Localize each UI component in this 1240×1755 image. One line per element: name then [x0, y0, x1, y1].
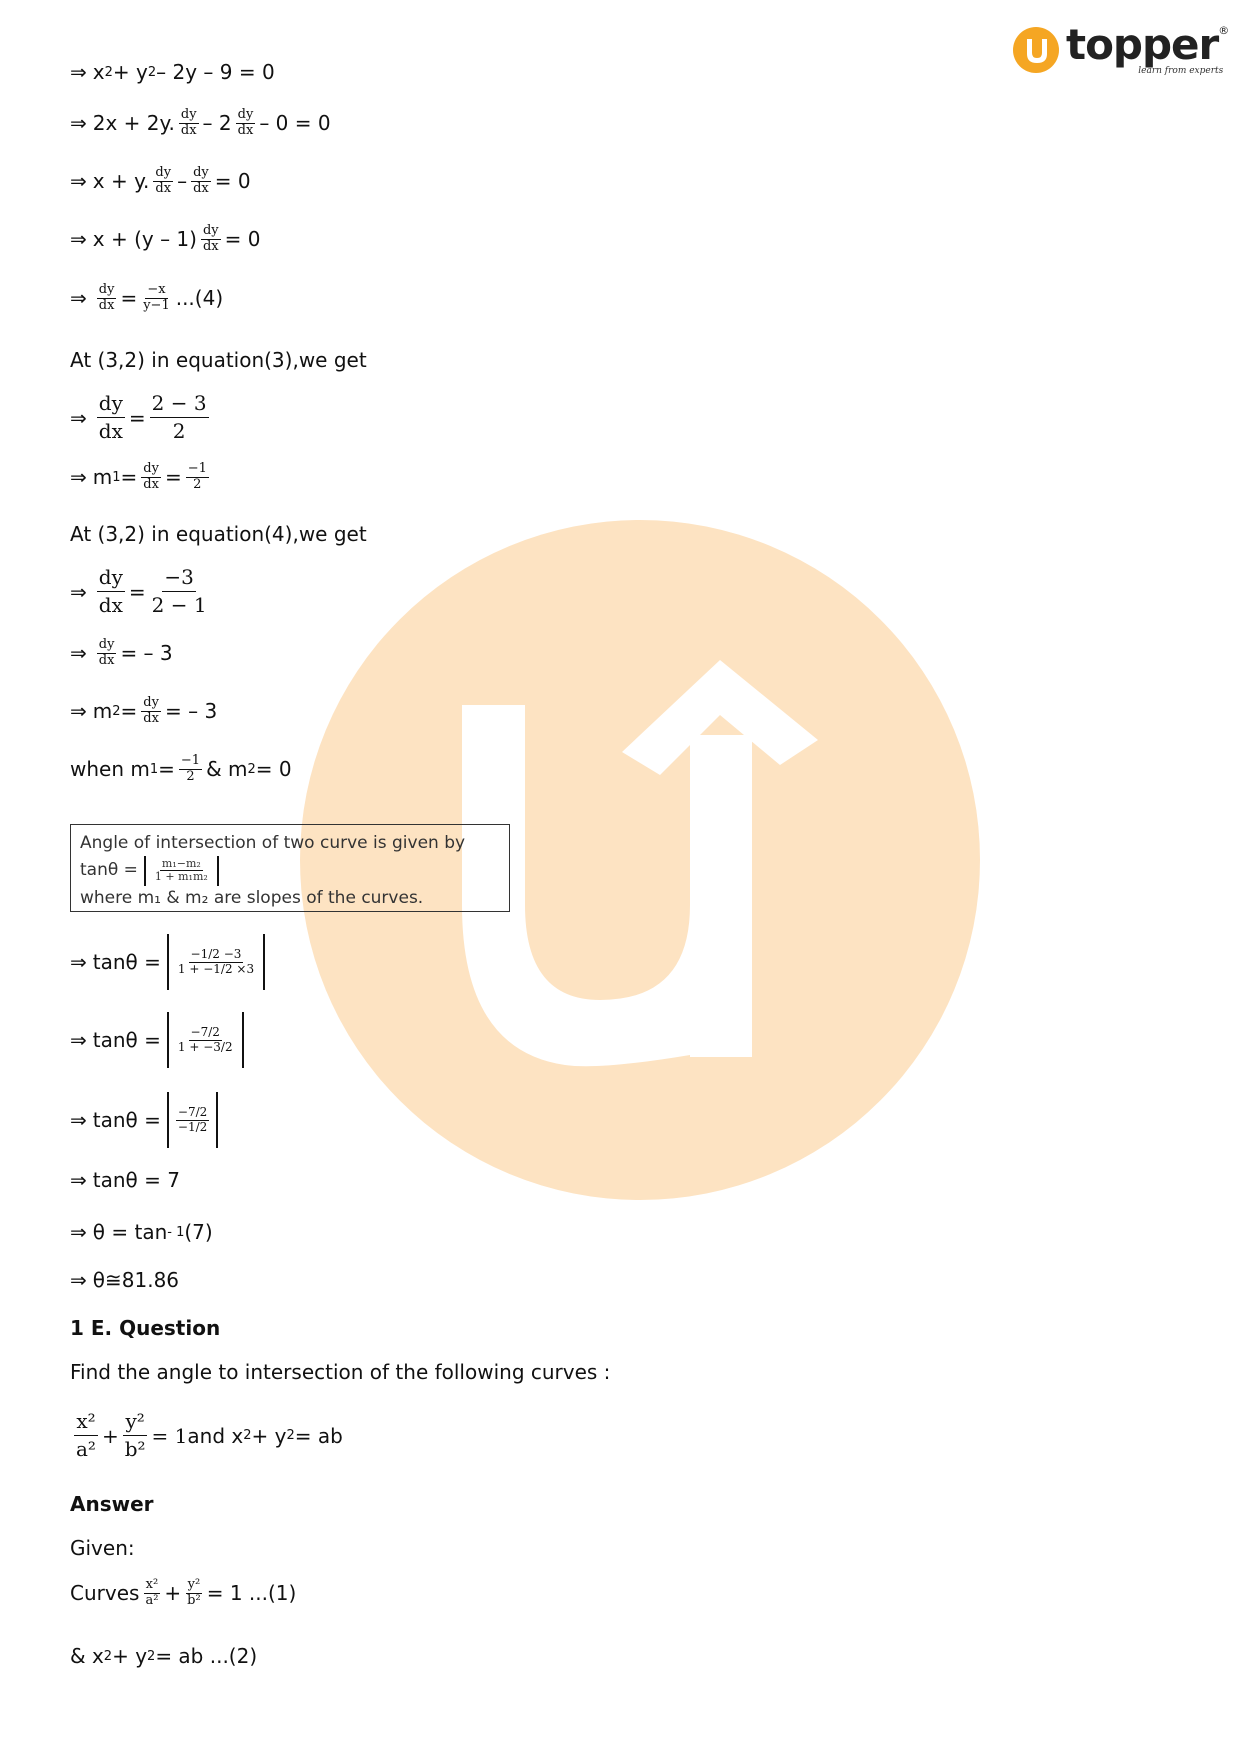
- absolute-value: [144, 856, 219, 886]
- implies-arrow: ⇒: [70, 169, 87, 194]
- text: x: [92, 60, 105, 84]
- text: = 1: [151, 1423, 188, 1448]
- denominator: dx: [98, 593, 123, 617]
- fraction: [141, 462, 161, 493]
- implies-arrow: ⇒: [70, 579, 87, 604]
- superscript: 2: [147, 1648, 156, 1664]
- fraction: [141, 283, 172, 314]
- denominator: b²: [187, 1592, 201, 1608]
- denominator: dx: [155, 180, 172, 196]
- implies-arrow: ⇒: [70, 227, 87, 252]
- text: At (3,2) in equation(4),we get: [70, 522, 367, 546]
- denominator: dx: [193, 180, 209, 196]
- implies-arrow: ⇒: [70, 1108, 87, 1132]
- numerator: m₁−m₂: [161, 856, 201, 870]
- text: = ab: [294, 1423, 343, 1448]
- eq-line-16: [70, 1092, 218, 1148]
- eq-line-1: [70, 60, 275, 84]
- eq-line-8: [70, 462, 213, 493]
- fraction: [153, 858, 210, 884]
- denominator: y−1: [143, 297, 170, 313]
- fraction: [201, 224, 221, 255]
- superscript: 2: [243, 1428, 252, 1443]
- fraction: [97, 638, 117, 669]
- numerator: −7/2: [177, 1104, 208, 1119]
- superscript: 2: [104, 64, 113, 80]
- text: – 2y – 9 = 0: [156, 60, 275, 84]
- text: θ≅81.86: [92, 1268, 180, 1292]
- subscript: 1: [112, 469, 121, 485]
- formula-box: [70, 824, 510, 912]
- text: = 0: [224, 227, 261, 252]
- curve-2-line: [70, 1644, 257, 1668]
- text: (7): [184, 1220, 213, 1244]
- denominator: dx: [98, 297, 115, 313]
- text: +: [101, 1423, 119, 1448]
- implies-arrow: ⇒: [70, 1168, 87, 1192]
- eq-line-4: [70, 224, 260, 255]
- text: =: [128, 405, 146, 430]
- numerator: dy: [193, 165, 209, 180]
- denominator: a²: [76, 1437, 96, 1461]
- text: Find the angle to intersection of the following curves :: [70, 1360, 611, 1384]
- superscript: 2: [103, 1648, 113, 1664]
- numerator: 2 − 3: [150, 390, 209, 418]
- eq-line-12: [70, 696, 217, 727]
- text: =: [120, 699, 138, 724]
- text: =: [164, 465, 182, 490]
- text: x + (y – 1): [92, 227, 197, 252]
- subscript: 1: [149, 761, 159, 777]
- implies-arrow: ⇒: [70, 641, 87, 666]
- question-equation: [70, 1408, 343, 1463]
- subscript: 2: [112, 703, 121, 719]
- fraction: [97, 390, 125, 445]
- text: =: [128, 579, 146, 604]
- numerator: −1/2 −3: [190, 946, 242, 961]
- absolute-value: [167, 1012, 244, 1068]
- implies-arrow: ⇒: [70, 1028, 87, 1052]
- denominator: dx: [98, 652, 115, 668]
- fraction: [186, 462, 209, 493]
- fraction: [191, 166, 211, 197]
- text: –: [177, 169, 188, 194]
- numerator: dy: [237, 107, 254, 122]
- fraction: [179, 754, 202, 785]
- denominator: dx: [143, 476, 159, 492]
- text: & x: [70, 1644, 104, 1668]
- text: = ab ...(2): [155, 1644, 258, 1668]
- denominator: dx: [202, 238, 219, 254]
- denominator: 1 + m₁m₂: [154, 870, 208, 884]
- text: Given:: [70, 1536, 135, 1560]
- numerator: −1: [180, 753, 201, 768]
- eq-line-18: [70, 1220, 213, 1244]
- text: m: [92, 699, 113, 724]
- numerator: dy: [155, 165, 172, 180]
- text: tanθ =: [92, 1028, 161, 1052]
- denominator: dx: [180, 122, 197, 138]
- absolute-value: [167, 1092, 218, 1148]
- numerator: dy: [143, 695, 159, 710]
- equation-tag: ...(4): [175, 286, 224, 311]
- box-text: Angle of intersection of two curve is given by: [80, 833, 466, 853]
- text: 2x + 2y.: [92, 111, 175, 136]
- numerator: y²: [123, 1408, 146, 1436]
- numerator: y²: [187, 1577, 201, 1592]
- implies-arrow: ⇒: [70, 286, 87, 311]
- implies-arrow: ⇒: [70, 405, 87, 430]
- text: = 0: [214, 169, 251, 194]
- logo-u-icon: [1012, 26, 1060, 74]
- eq-line-11: [70, 638, 173, 669]
- text: Answer: [70, 1492, 154, 1516]
- answer-heading: [70, 1492, 154, 1516]
- registered-mark: ®: [1218, 24, 1230, 37]
- fraction: [236, 108, 256, 139]
- subscript: 2: [247, 761, 256, 777]
- text: = – 3: [120, 641, 173, 666]
- fraction: [179, 108, 199, 139]
- denominator: −1/2: [177, 1119, 208, 1134]
- text: + y: [251, 1423, 287, 1448]
- text: x + y.: [92, 169, 150, 194]
- text: At (3,2) in equation(3),we get: [70, 348, 367, 372]
- eq-line-7: [70, 390, 213, 445]
- denominator: 2: [186, 768, 195, 784]
- text: tanθ =: [92, 1108, 161, 1132]
- numerator: dy: [143, 461, 159, 476]
- text: + y: [112, 1644, 148, 1668]
- denominator: dx: [237, 122, 254, 138]
- numerator: dy: [180, 107, 197, 122]
- box-text: where m₁ & m₂ are slopes of the curves.: [80, 887, 424, 908]
- superscript: 2: [286, 1428, 295, 1443]
- text: = – 3: [164, 699, 218, 724]
- text: = 1 ...(1): [206, 1581, 297, 1606]
- implies-arrow: ⇒: [70, 699, 87, 724]
- superscript: 2: [147, 64, 157, 80]
- question-heading: [70, 1316, 220, 1340]
- numerator: −3: [162, 564, 195, 592]
- fraction: [143, 1578, 160, 1609]
- eq-line-19: [70, 1268, 179, 1292]
- text: when m: [70, 757, 150, 782]
- text: =: [158, 757, 175, 782]
- denominator: dx: [143, 710, 159, 726]
- text: tanθ = 7: [92, 1168, 180, 1192]
- numerator: dy: [97, 564, 125, 592]
- text: =: [120, 465, 138, 490]
- fraction: [150, 564, 209, 619]
- fraction: [97, 283, 117, 314]
- fraction: [150, 390, 209, 445]
- eq-line-2: [70, 108, 331, 139]
- numerator: dy: [202, 223, 219, 238]
- curves-line: [70, 1578, 296, 1609]
- implies-arrow: ⇒: [70, 60, 87, 84]
- logo-tagline: learn from experts: [1138, 66, 1224, 76]
- text: Curves: [70, 1581, 140, 1606]
- implies-arrow: ⇒: [70, 950, 87, 974]
- eq-line-14: [70, 934, 265, 990]
- superscript: - 1: [167, 1224, 185, 1240]
- eq-line-15: [70, 1012, 244, 1068]
- text-line: [70, 522, 367, 546]
- eq-line-13: [70, 754, 292, 785]
- fraction: [185, 1578, 203, 1609]
- question-text: [70, 1360, 610, 1384]
- logo-wordmark: topper: [1066, 20, 1219, 69]
- text: m: [92, 465, 113, 490]
- text: +: [164, 1581, 182, 1606]
- fraction: [123, 1408, 148, 1463]
- eq-line-17: [70, 1168, 180, 1192]
- topper-logo: [1012, 20, 1230, 76]
- text: & m: [206, 757, 248, 782]
- fraction: [176, 1026, 235, 1055]
- eq-line-10: [70, 564, 213, 619]
- numerator: −1: [187, 461, 207, 476]
- numerator: dy: [98, 637, 115, 652]
- denominator: 2 − 1: [151, 593, 207, 617]
- numerator: dy: [98, 282, 115, 297]
- text: tanθ =: [80, 860, 138, 881]
- numerator: −x: [147, 282, 166, 297]
- denominator: 2: [193, 476, 202, 492]
- text: – 2: [202, 111, 232, 136]
- absolute-value: [167, 934, 265, 990]
- fraction: [176, 948, 256, 977]
- implies-arrow: ⇒: [70, 1220, 87, 1244]
- denominator: 1 + −1/2 ×3: [177, 961, 255, 976]
- text-line: [70, 348, 367, 372]
- given-label: [70, 1536, 135, 1560]
- text: 1 E. Question: [70, 1316, 221, 1340]
- fraction: [176, 1106, 209, 1135]
- numerator: dy: [97, 390, 125, 418]
- implies-arrow: ⇒: [70, 1268, 87, 1292]
- denominator: 1 + −3/2: [177, 1039, 233, 1054]
- denominator: dx: [98, 419, 123, 443]
- text: + y: [112, 60, 148, 84]
- text: =: [120, 286, 138, 311]
- text: and x: [187, 1423, 244, 1448]
- fraction: [74, 1408, 98, 1463]
- text: – 0 = 0: [259, 111, 331, 136]
- numerator: x²: [74, 1408, 97, 1436]
- eq-line-3: [70, 166, 251, 197]
- box-formula: [80, 856, 500, 886]
- fraction: [97, 564, 125, 619]
- eq-line-5: [70, 283, 223, 314]
- denominator: b²: [124, 1437, 146, 1461]
- text: = 0: [255, 757, 292, 782]
- implies-arrow: ⇒: [70, 111, 87, 136]
- denominator: 2: [172, 419, 186, 443]
- numerator: x²: [145, 1577, 159, 1592]
- numerator: −7/2: [190, 1024, 220, 1039]
- text: θ = tan: [92, 1220, 168, 1244]
- denominator: a²: [145, 1592, 159, 1608]
- fraction: [141, 696, 161, 727]
- implies-arrow: ⇒: [70, 465, 87, 490]
- text: tanθ =: [92, 950, 161, 974]
- fraction: [153, 166, 173, 197]
